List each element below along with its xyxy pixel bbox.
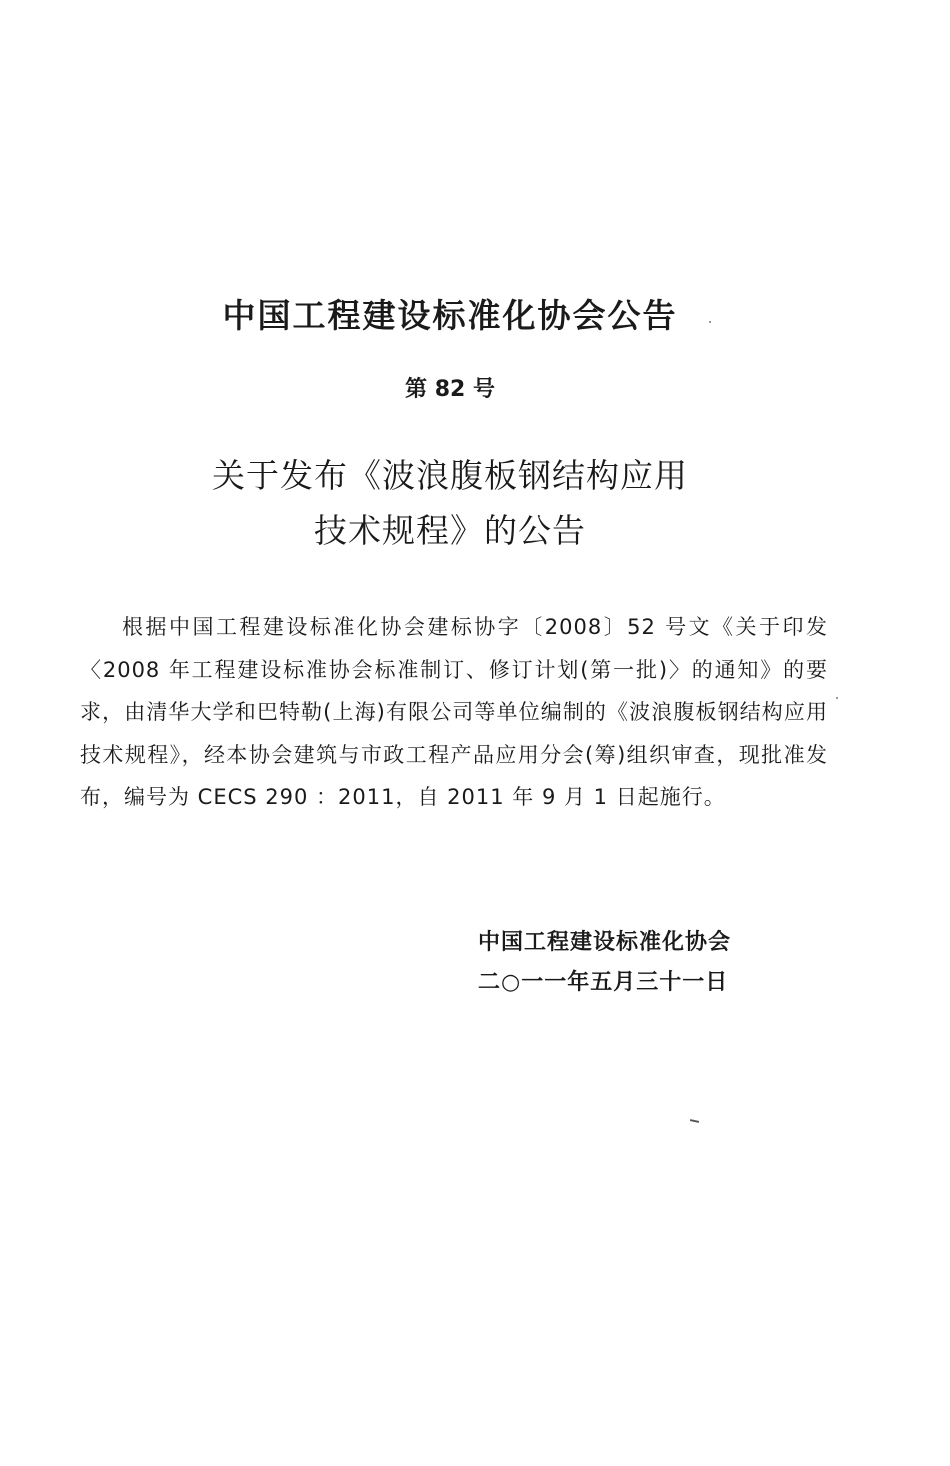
organization-notice-title: 中国工程建设标准化协会公告	[222, 296, 678, 335]
scan-speck	[709, 321, 711, 323]
notice-title-line-1: 关于发布《波浪腹板钢结构应用	[212, 456, 688, 495]
notice-title-line-2: 技术规程》的公告	[314, 511, 586, 550]
notice-number: 第 82 号	[405, 377, 495, 402]
scan-speck	[836, 697, 838, 699]
scan-speck	[690, 1119, 699, 1123]
signature-organization: 中国工程建设标准化协会	[478, 930, 732, 955]
notice-body-paragraph: 根据中国工程建设标准化协会建标协字〔2008〕52 号文《关于印发〈2008 年工程建设标准协会标准制订、修订计划(第一批)〉的通知》的要求，由清华大学和巴特勒(上海)有限公司等单位编制的《波浪腹板钢结构应用技术规程》，经本协会建筑与市政工程产品应用分会(筹)组织审查，现批准发布，编号为 CECS 290 ：2011，自 2011 年 9 月 1 日起施行。	[80, 615, 828, 809]
signature-date: 二○一一年五月三十一日	[478, 970, 729, 995]
